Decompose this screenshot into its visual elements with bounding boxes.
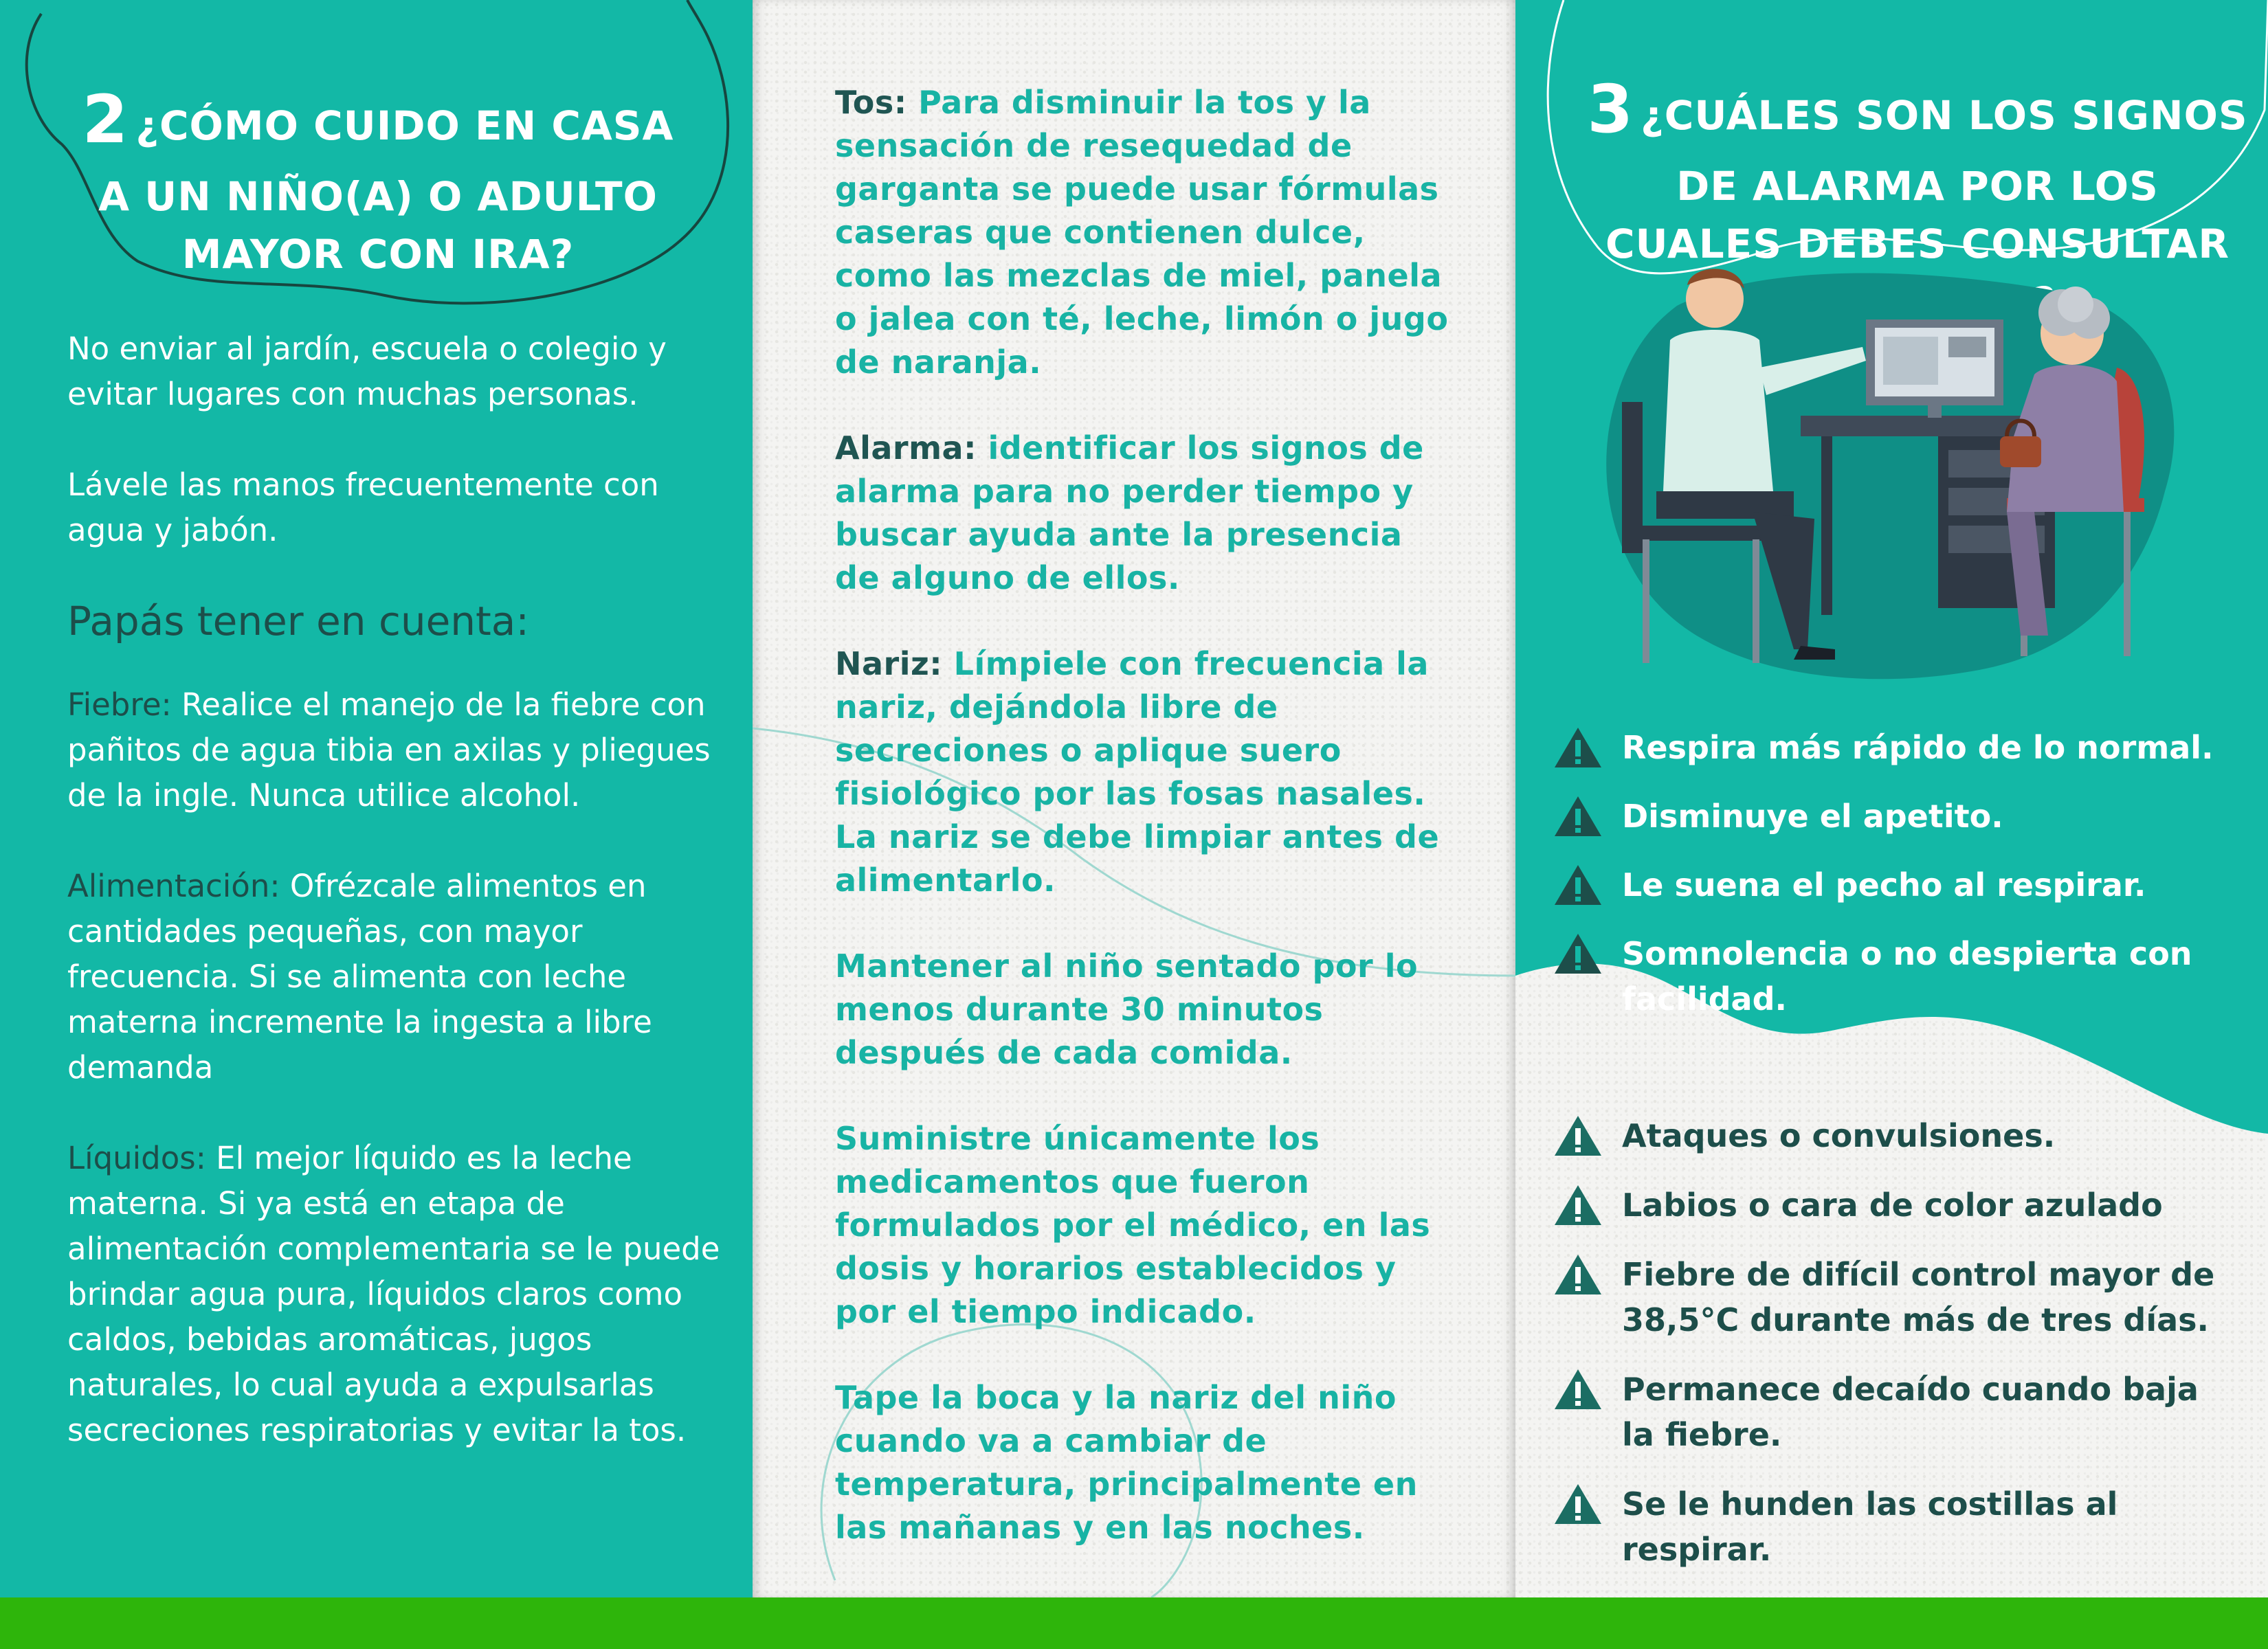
- warning-triangle-icon: [1553, 1481, 1603, 1527]
- care-item-liquidos: Líquidos: El mejor líquido es la leche materna. Si ya está en etapa de alimentación complementaria se le puede brindar agua pura, líquidos claros como caldos, bebidas aromáticas, jugos naturales, lo cual ayuda a expulsarlas secreciones respiratorias y evitar la tos.: [67, 1140, 720, 1448]
- left-panel: [0, 0, 753, 1597]
- care-item-tos: Tos: Para disminuir la tos y la sensación de resequedad de garganta se puede usar fórmulas caseras que contienen dulce, como las mezclas de miel, panela o jalea con té, leche, limón o jugo de naranja.: [835, 84, 1449, 381]
- care-item-alimentacion: Alimentación: Ofrézcale alimentos en cantidades pequeñas, con mayor frecuencia. Si se alimenta con leche materna incremente la ingesta a libre demanda: [67, 868, 652, 1086]
- warning-triangle-icon: [1553, 1113, 1603, 1158]
- alarm-signs-list-top: [1553, 725, 2241, 1022]
- care-paragraph: Tape la boca y la nariz del niño cuando va a cambiar de temperatura, principalmente en las mañanas y en las noches.: [835, 1379, 1418, 1546]
- alarm-item: Somnolencia o no despierta con facilidad.: [1553, 931, 2241, 1022]
- middle-body: [835, 81, 1454, 1592]
- middle-panel: [753, 0, 1515, 1597]
- intro-paragraph: Lávele las manos frecuentemente con agua y jabón.: [67, 467, 659, 548]
- care-paragraph: Mantener al niño sentado por lo menos durante 30 minutos después de cada comida.: [835, 947, 1419, 1071]
- care-item-alarma: Alarma: identificar los signos de alarma para no perder tiempo y buscar ayuda ante la presencia de alguno de ellos.: [835, 429, 1424, 596]
- warning-triangle-icon: [1553, 931, 1603, 976]
- warning-triangle-icon: [1553, 1182, 1603, 1228]
- care-item-nariz: Nariz: Límpiele con frecuencia la nariz, dejándola libre de secreciones o aplique suero fisiológico por las fosas nasales. La nariz se debe limpiar antes de alimentarlo.: [835, 645, 1440, 899]
- alarm-item: Labios o cara de color azulado: [1553, 1182, 2241, 1228]
- care-paragraph: Suministre únicamente los medicamentos que fueron formulados por el médico, en las dosis y horarios establecidos y por el tiempo indicado.: [835, 1120, 1431, 1330]
- section-2-heading: [62, 72, 694, 283]
- alarm-item: Disminuye el apetito.: [1553, 794, 2241, 839]
- warning-triangle-icon: [1553, 1367, 1603, 1412]
- alarm-item: Se le hunden las costillas al respirar.: [1553, 1481, 2241, 1572]
- doctor-patient-illustration: [1594, 265, 2186, 691]
- heading-text: ¿CUÁLES SON LOS SIGNOS DE ALARMA POR LOS CUALES DEBES CONSULTAR: [1605, 92, 2248, 268]
- alarm-item: Ataques o convulsiones.: [1553, 1113, 2241, 1158]
- alarm-signs-list-bottom: [1553, 1113, 2241, 1572]
- intro-paragraph: No enviar al jardín, escuela o colegio y evitar lugares con muchas personas.: [67, 330, 667, 412]
- alarm-item: Fiebre de difícil control mayor de 38,5°C durante más de tres días.: [1553, 1252, 2241, 1343]
- right-panel: [1515, 0, 2268, 1597]
- alarm-item: Le suena el pecho al respirar.: [1553, 862, 2241, 908]
- warning-triangle-icon: [1553, 794, 1603, 839]
- doctor-coat: [1663, 330, 1773, 491]
- parents-subheading: Papás tener en cuenta:: [67, 598, 529, 644]
- warning-triangle-icon: [1553, 862, 1603, 908]
- heading-number: 3: [1587, 71, 1634, 148]
- care-item-fiebre: Fiebre: Realice el manejo de la fiebre con pañitos de agua tibia en axilas y pliegues de la ingle. Nunca utilice alcohol.: [67, 686, 711, 814]
- left-body: [67, 326, 727, 1499]
- alarm-item: Permanece decaído cuando baja la fiebre.: [1553, 1367, 2241, 1457]
- alarm-item: Respira más rápido de lo normal.: [1553, 725, 2241, 770]
- bottom-green-bar: [0, 1597, 2268, 1649]
- warning-triangle-icon: [1553, 725, 1603, 770]
- warning-triangle-icon: [1553, 1252, 1603, 1297]
- handbag: [2000, 436, 2041, 467]
- heading-number: 2: [82, 81, 129, 158]
- heading-text: ¿CÓMO CUIDO EN CASA A UN NIÑO(A) O ADULTO MAYOR CON IRA?: [98, 102, 674, 278]
